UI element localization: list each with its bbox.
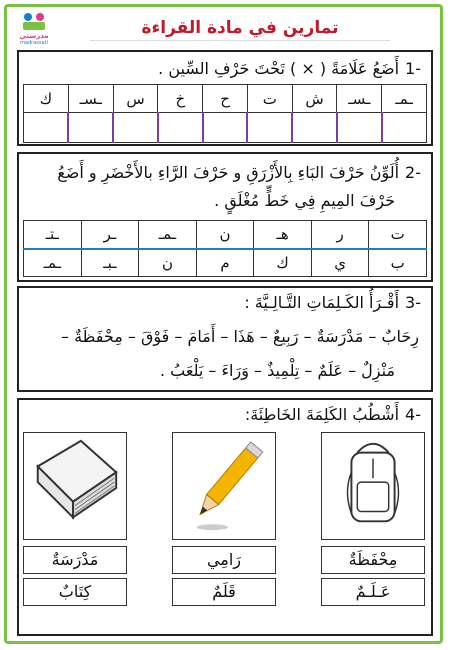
exercise-1 <box>17 50 433 146</box>
exercise-3-number: -3 <box>405 293 421 312</box>
word-list-line1: رِحَابٌ – مَدْرَسَةٌ – رَبِيعٌ – هَذَا – أَمَامَ – فَوْقَ – مِحْفَظَةٌ – <box>61 327 419 346</box>
exercise-2-question <box>57 160 421 186</box>
letter-cell[interactable]: ب <box>369 249 427 277</box>
correct-word[interactable]: رَامِي <box>172 546 276 574</box>
letter-cell[interactable]: ـتـ <box>24 221 82 249</box>
answer-cell[interactable] <box>203 113 248 143</box>
pencil-icon <box>173 433 275 539</box>
wrong-word[interactable]: قَلَمٌ <box>172 578 276 606</box>
answer-cell[interactable] <box>113 113 158 143</box>
answer-cell[interactable] <box>24 113 69 143</box>
letter-cell: خ <box>158 85 203 113</box>
letter-cell[interactable]: ك <box>254 249 312 277</box>
answer-cell[interactable] <box>247 113 292 143</box>
exercise-1-question <box>158 56 421 82</box>
exercise-3-question <box>244 290 421 316</box>
letter-cell[interactable]: هـ <box>254 221 312 249</box>
answer-cell[interactable] <box>158 113 203 143</box>
exercise-4-number: -4 <box>405 405 421 424</box>
letter-cell[interactable]: ـبـ <box>81 249 139 277</box>
answer-cell[interactable] <box>337 113 382 143</box>
wrong-word[interactable]: كِتَابٌ <box>23 578 127 606</box>
page-title: تمارين في مادة القراءة <box>90 16 390 41</box>
letter-cell[interactable]: ت <box>369 221 427 249</box>
exercise-2-line2: حَرْفَ المِيمِ فِي خَطٍّ مُغْلَقٍ . <box>214 191 395 210</box>
exercise-4-question <box>245 402 421 428</box>
backpack-icon <box>322 433 424 539</box>
logo-icon <box>19 10 49 32</box>
letter-cell: س <box>113 85 158 113</box>
exercise-2-number: -2 <box>405 163 421 182</box>
letter-cell: ح <box>203 85 248 113</box>
letter-grid-1 <box>23 84 427 143</box>
letter-cell[interactable]: ـر <box>81 221 139 249</box>
letter-cell: ـمـ <box>382 85 427 113</box>
exercise-3 <box>17 286 433 392</box>
exercise-2-line1: أُلَوِّنُ حَرْفَ البَاءِ بِالأَزْرَقِ و حَرْفَ الرَّاءِ بالأَخْضَرِ و أَضَعُ <box>57 163 400 182</box>
letter-cell: ت <box>247 85 292 113</box>
letter-cell[interactable]: ر <box>311 221 369 249</box>
letter-cell[interactable]: ن <box>196 221 254 249</box>
letter-cell: ك <box>24 85 69 113</box>
correct-word[interactable]: مِحْفَظَةٌ <box>321 546 425 574</box>
letter-cell[interactable]: ن <box>139 249 197 277</box>
logo-text: مدرستي <box>19 32 49 40</box>
exercise-3-text: أَقْـرَأُ الكَـلِمَاتِ التَّـالِـيَّةَ : <box>244 293 400 312</box>
letter-cell: ش <box>292 85 337 113</box>
word-list-line2: مَنْزِلٌ – عَلَمٌ – تِلْمِيذٌ – وَرَاءَ – يَلْعَبُ . <box>159 361 395 380</box>
exercise-1-number: -1 <box>405 59 421 78</box>
letter-cell: ـسـ <box>68 85 113 113</box>
exercise-4 <box>17 398 433 636</box>
picture-card <box>321 432 425 540</box>
correct-word[interactable]: مَدْرَسَةٌ <box>23 546 127 574</box>
answer-cell[interactable] <box>292 113 337 143</box>
exercise-4-text: أَشْطُبُ الكَلِمَةَ الخَاطِئَةَ: <box>244 405 400 424</box>
letter-grid-2 <box>23 220 427 277</box>
letter-cell[interactable]: ـمـ <box>24 249 82 277</box>
book-icon <box>24 433 126 539</box>
exercise-2 <box>17 152 433 282</box>
letter-cell: ـسـ <box>337 85 382 113</box>
wrong-word[interactable]: عَـلَـمٌ <box>321 578 425 606</box>
logo-latin: madrassati <box>20 40 48 46</box>
picture-card <box>172 432 276 540</box>
answer-cell[interactable] <box>382 113 427 143</box>
logo <box>10 10 58 54</box>
answer-cell[interactable] <box>68 113 113 143</box>
picture-card <box>23 432 127 540</box>
letter-cell[interactable]: م <box>196 249 254 277</box>
letter-cell[interactable]: ي <box>311 249 369 277</box>
letter-cell[interactable]: ـمـ <box>139 221 197 249</box>
exercise-1-text: أَضَعُ عَلَامَةً ( × ) تَحْتَ حَرْفِ السِّين . <box>158 59 400 78</box>
